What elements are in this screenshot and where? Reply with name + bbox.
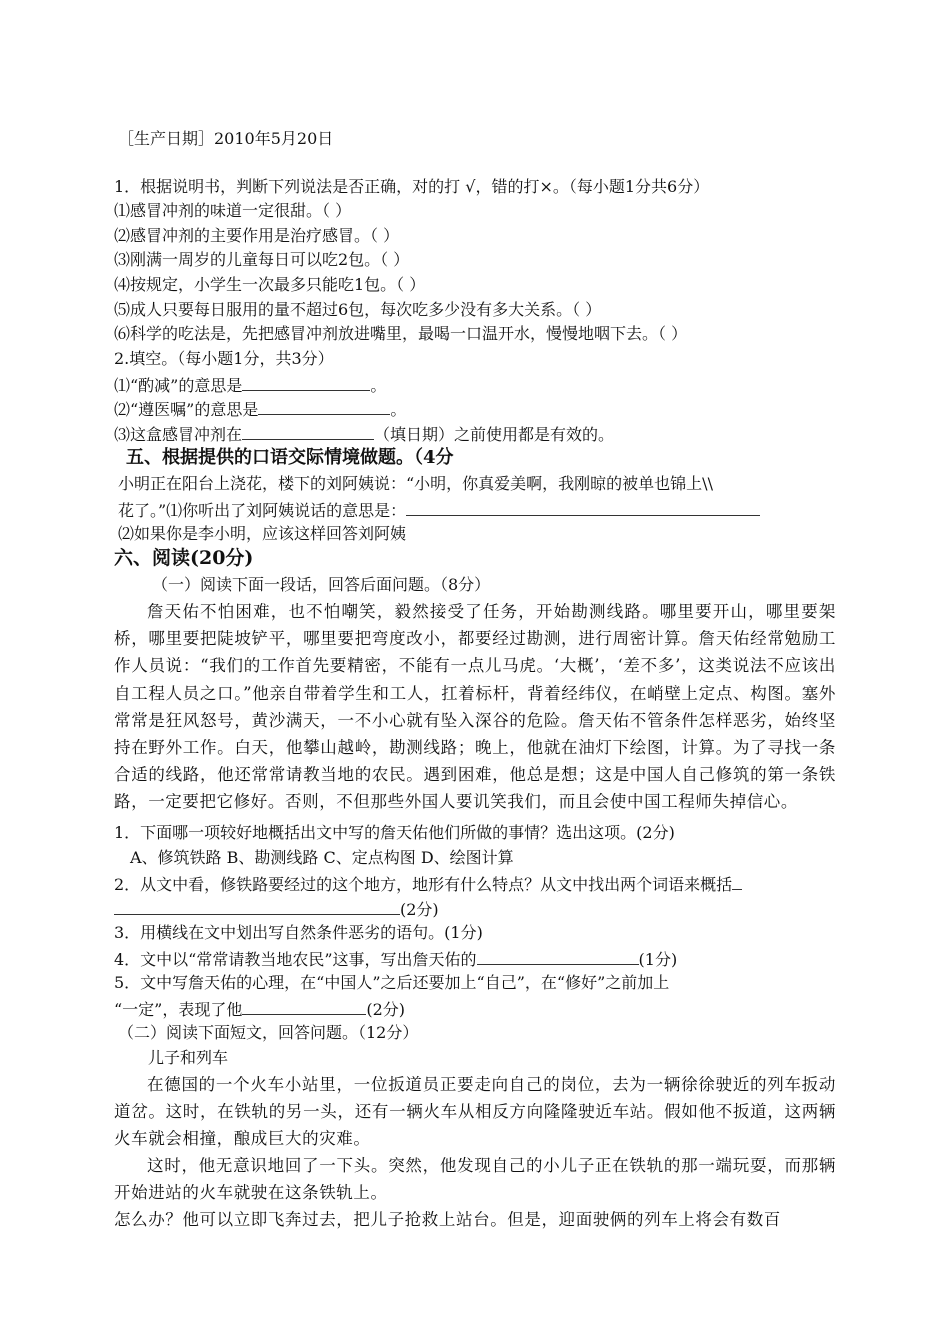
answer-blank[interactable]	[242, 421, 374, 440]
answer-blank[interactable]	[114, 896, 400, 915]
section-5-line-3: ⑵如果你是李小明，应该这样回答刘阿姨	[118, 524, 407, 543]
production-date: ［生产日期］2010年5月20日	[118, 129, 334, 148]
answer-blank[interactable]	[406, 497, 760, 516]
answer-blank[interactable]	[242, 372, 370, 391]
p1-question-1: 1．下面哪一项较好地概括出文中写的詹天佑他们所做的事情？选出这项。(2分)	[114, 823, 675, 842]
q1-item-3: ⑶刚满一周岁的儿童每日可以吃2包。（ ）	[114, 250, 410, 269]
section-5-title: 五、根据提供的口语交际情境做题。（4分	[126, 447, 454, 468]
part-1-title: （一）阅读下面一段话，回答后面问题。（8分）	[152, 575, 491, 594]
q2-item-2	[114, 396, 406, 422]
p1-question-2-text: 2．从文中看，修铁路要经过的这个地方，地形有什么特点？从文中找出两个词语来概括	[114, 875, 733, 894]
q2-item-3-text: ⑶这盒感冒冲剂在	[114, 425, 243, 444]
answer-blank[interactable]	[258, 396, 390, 415]
q2-item-3	[114, 421, 614, 447]
section-5-line-2	[118, 497, 760, 523]
story-title: 儿子和列车	[148, 1048, 229, 1067]
q2-item-2-end: 。	[390, 400, 407, 419]
q1-item-4: ⑷按规定，小学生一次最多只能吃1包。（ ）	[114, 275, 426, 294]
p1-question-3: 3．用横线在文中划出写自然条件恶劣的语句。(1分)	[114, 923, 483, 942]
passage-1: 詹天佑不怕困难，也不怕嘲笑，毅然接受了任务，开始勘测线路。哪里要开山，哪里要架桥，哪里要把陡坡铲平，哪里要把弯度改小，都要经过勘测，进行周密计算。詹天佑经常勉励工作人员说：“我们的工作首先要精密，不能有一点儿马虎。‘大概’，‘差不多’，这类说法不应该出自工程人员之口。”他亲自带着学生和工人，扛着标杆，背着经纬仪，在峭壁上定点、构图。塞外常常是狂风怒号，黄沙满天，一不小心就有坠入深谷的危险。詹天佑不管条件怎样恶劣，始终坚持在野外工作。白天，他攀山越岭，勘测线路；晚上，他就在油灯下绘图，计算。为了寻找一条合适的线路，他还常常请教当地的农民。遇到困难，他总是想；这是中国人自己修筑的第一条铁路，一定要把它修好。否则，不但那些外国人要讥笑我们，而且会使中国工程师失掉信心。	[114, 602, 836, 812]
q1-title: 1．根据说明书，判断下列说法是否正确，对的打 √，错的打×。（每小题1分共6分）	[114, 177, 710, 196]
section-5-line-1: 小明正在阳台上浇花，楼下的刘阿姨说：“小明，你真爱美啊，我刚晾的被单也锦上\\	[118, 474, 713, 493]
answer-blank[interactable]	[477, 946, 639, 965]
p1-question-5-score: (2分)	[366, 1000, 406, 1019]
p1-question-4-text: 4．文中以“常常请教当地农民”这事，写出詹天佑的	[114, 950, 477, 969]
part-2-title: （二）阅读下面短文，回答问题。（12分）	[118, 1023, 419, 1042]
q2-item-1-end: 。	[370, 376, 387, 395]
answer-blank[interactable]	[732, 871, 742, 890]
p1-question-2-score: (2分)	[400, 900, 439, 919]
p1-question-2-line-2	[114, 896, 439, 922]
q2-item-1	[114, 372, 386, 398]
p1-question-4-score: (1分)	[638, 950, 678, 969]
section-6-title: 六、阅读(20分)	[114, 547, 254, 569]
q1-item-2: ⑵感冒冲剂的主要作用是治疗感冒。（ ）	[114, 226, 400, 245]
p1-question-5-text: “一定”，表现了他	[114, 1000, 243, 1019]
section-5-q1-text: 花了。”⑴你听出了刘阿姨说话的意思是：	[118, 501, 407, 520]
p1-question-2	[114, 871, 742, 897]
q2-item-1-text: ⑴“酌减”的意思是	[114, 376, 243, 395]
q2-item-3-end: （填日期）之前使用都是有效的。	[374, 425, 615, 444]
answer-blank[interactable]	[242, 996, 366, 1015]
p1-question-4	[114, 946, 677, 972]
story-paragraph-2: 这时，他无意识地回了一下头。突然，他发现自己的小儿子正在铁轨的那一端玩耍，而那辆开始进站的火车就驶在这条铁轨上。	[114, 1156, 836, 1203]
q2-item-2-text: ⑵“遵医嘱”的意思是	[114, 400, 259, 419]
p1-question-1-options: A、修筑铁路 B、勘测线路 C、定点构图 D、绘图计算	[130, 848, 514, 867]
story-paragraph-1: 在德国的一个火车小站里，一位扳道员正要走向自己的岗位，去为一辆徐徐驶近的列车扳动道岔。这时，在铁轨的另一头，还有一辆火车从相反方向隆隆驶近车站。假如他不扳道，这两辆火车就会相撞，酿成巨大的灾难。	[114, 1075, 836, 1149]
q2-title: 2.填空。（每小题1分，共3分）	[114, 349, 334, 368]
q1-item-5: ⑸成人只要每日服用的量不超过6包，每次吃多少没有多大关系。（ ）	[114, 300, 602, 319]
story-paragraph-3: 怎么办？他可以立即飞奔过去，把儿子抢救上站台。但是，迎面驶俩的列车上将会有数百	[114, 1210, 781, 1229]
p1-question-5: 5．文中写詹天佑的心理，在“中国人”之后还要加上“自己”，在“修好”之前加上	[114, 973, 670, 992]
q1-item-6: ⑹科学的吃法是，先把感冒冲剂放进嘴里，最喝一口温开水，慢慢地咽下去。（ ）	[114, 324, 688, 343]
q1-item-1: ⑴感冒冲剂的味道一定很甜。（ ）	[114, 201, 352, 220]
p1-question-5-line-2	[114, 996, 405, 1022]
